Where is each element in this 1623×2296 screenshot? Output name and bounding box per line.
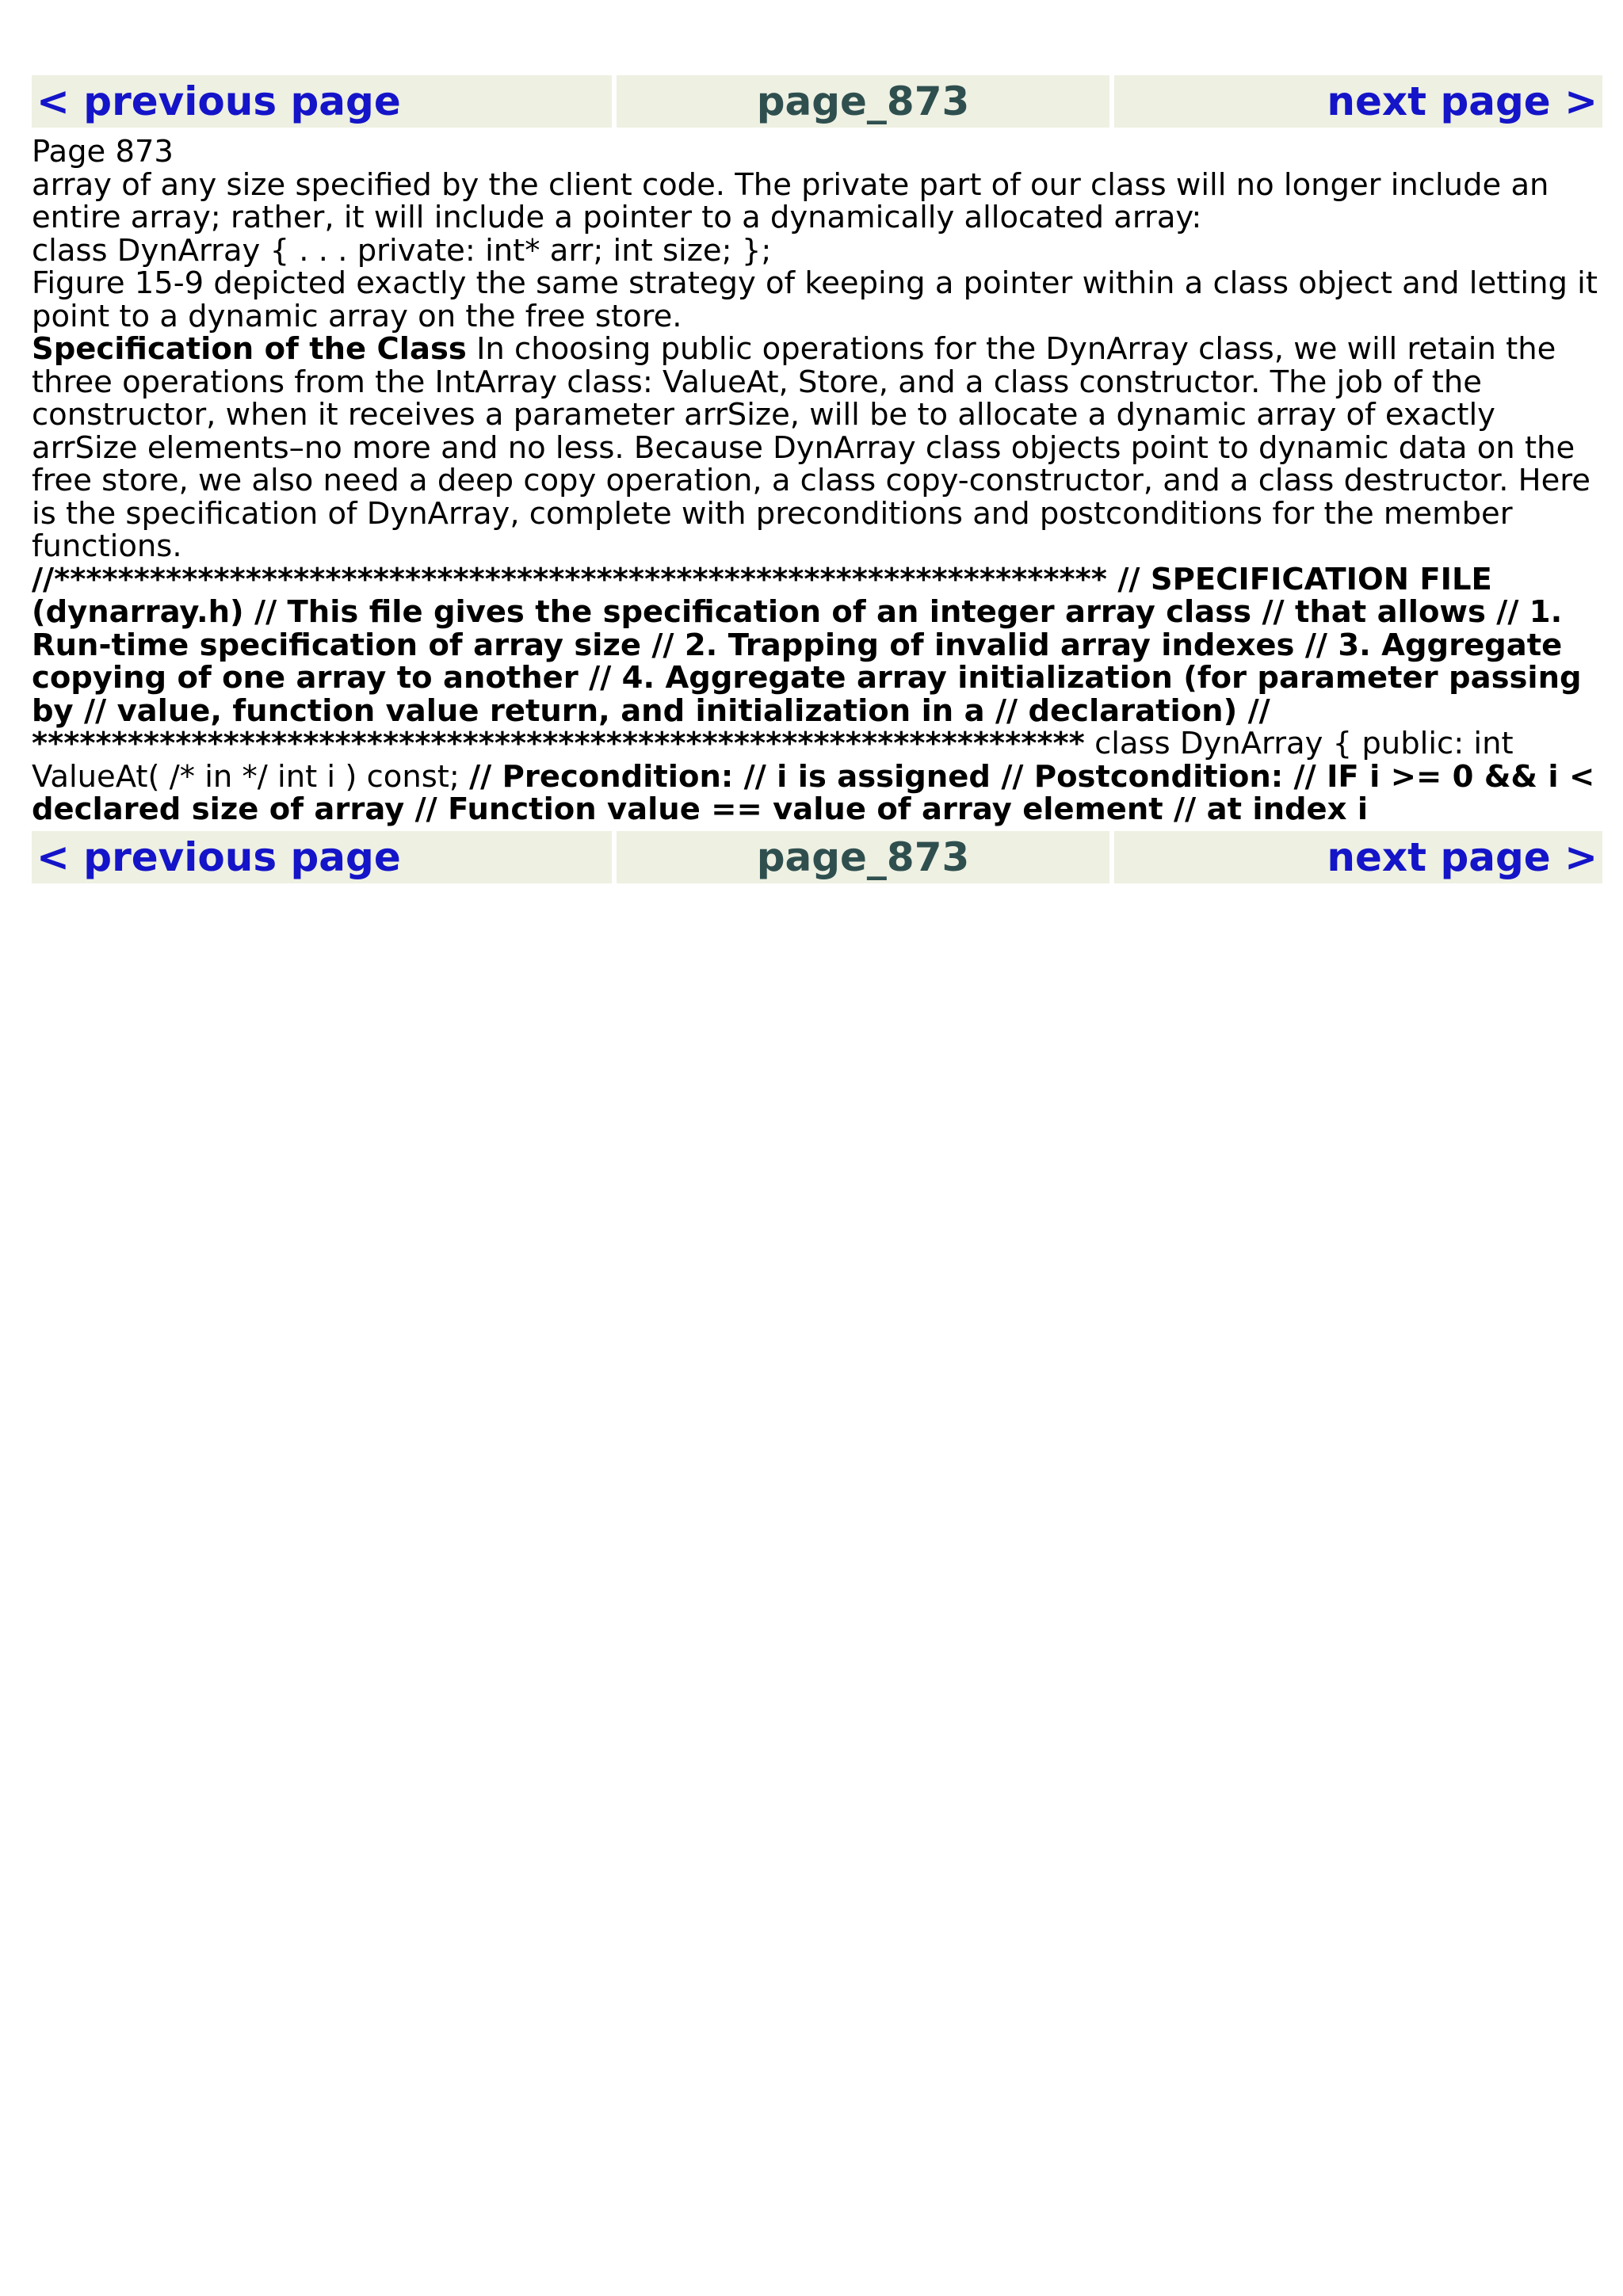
next-page-link[interactable]: next page > xyxy=(1114,75,1602,128)
code-comment: // Precondition: // i is assigned // Postcondition: // IF i >= 0 && i < declared size of array // Function value == value of array element // at index i xyxy=(32,758,1595,827)
page-heading: Page 873 xyxy=(32,134,174,170)
page-content xyxy=(32,128,1602,831)
next-page-link[interactable]: next page > xyxy=(1114,831,1602,883)
previous-page-link[interactable]: < previous page xyxy=(32,831,612,883)
code-block xyxy=(32,563,1602,826)
top-navigation-bar xyxy=(32,75,1602,128)
specification-paragraph xyxy=(32,333,1602,563)
paragraph-text: In choosing public operations for the DynArray class, we will retain the three operations from the IntArray class: ValueAt, Store, and a class constructor. The job of the constructor, when it receives a parameter arrSize, will be to allocate a dynamic array of exactly arrSize elements–no more and no less. Because DynArray class objects point to dynamic data on the free store, we also need a deep copy operation, a class copy-constructor, and a class destructor. Here is the specification of DynArray, complete with preconditions and postconditions for the member functions. xyxy=(32,331,1591,564)
paragraph: array of any size specified by the client code. The private part of our class will no longer include an entire array; rather, it will include a pointer to a dynamically allocated array: xyxy=(32,166,1549,235)
page-container xyxy=(32,75,1602,883)
code-comment: //****************************************************************** // SPECIFICATION FILE (dynarray.h) // This file gives the specification of an integer array class // that allows // 1. Run-time specification of array size // 2. Trapping of invalid array indexes // 3. Aggregate copying of one array to another // 4. Aggregate array initialization (for parameter passing by // value, function value return, and initialization in a // declaration) // ****************************************************************** xyxy=(32,561,1582,761)
code-snippet: class DynArray { . . . private: int* arr; int size; }; xyxy=(32,232,772,269)
previous-page-link[interactable]: < previous page xyxy=(32,75,612,128)
code-text: class DynArray { public: int ValueAt( /* in */ int i ) const; xyxy=(32,726,1514,795)
bottom-navigation-bar xyxy=(32,831,1602,883)
page-label: page_873 xyxy=(617,75,1109,128)
section-heading: Specification of the Class xyxy=(32,331,467,367)
paragraph: Figure 15-9 depicted exactly the same strategy of keeping a pointer within a class object and letting it point to a dynamic array on the free store. xyxy=(32,265,1598,334)
page-label: page_873 xyxy=(617,831,1109,883)
